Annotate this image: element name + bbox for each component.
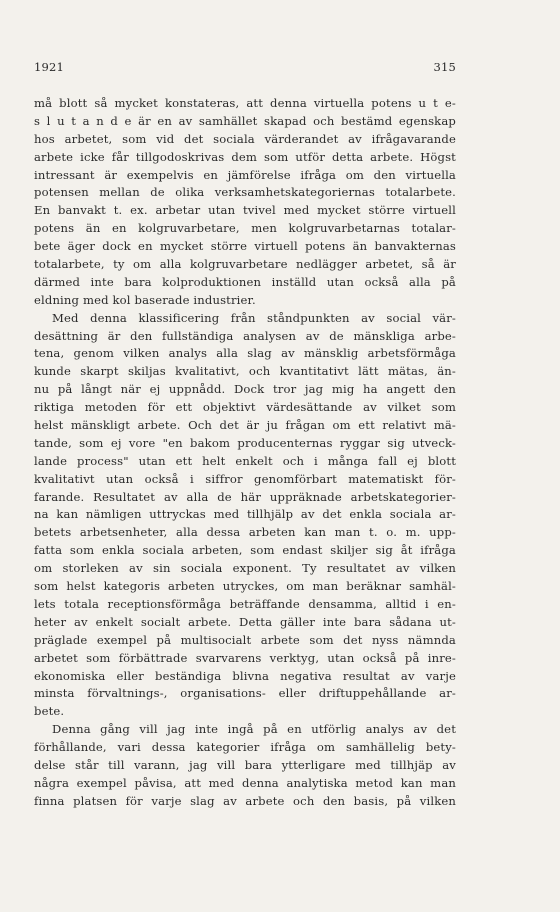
text-line: fatta som enkla sociala arbeten, som endast skiljer sig åt ifråga — [34, 543, 456, 558]
text-line: tande, som ej vore "en bakom producenternas ryggar sig utveck- — [34, 435, 456, 450]
text-line: må blott så mycket konstateras, att denna virtuella potens u t e- — [34, 96, 456, 110]
text-line: s l u t a n d e är en av samhället skapad och bestämd egenskap — [34, 113, 456, 128]
text-line: lande process" utan ett helt enkelt och i många fall ej blott — [34, 453, 456, 468]
running-header — [34, 60, 456, 80]
text-line: helst mänskligt arbete. Och det är ju frågan om ett relativt mä- — [34, 418, 456, 433]
text-line: därmed inte bara kolproduktionen inställd utan också alla på — [34, 274, 456, 289]
text-line: kunde skarpt skiljas kvalitativt, och kvantitativt lätt mätas, än- — [34, 364, 456, 379]
text-line: som helst kategoris arbeten utryckes, om man beräknar samhäl- — [34, 579, 456, 594]
text-line: potens än en kolgruvarbetare, men kolgruvarbetarnas totalar- — [34, 221, 456, 236]
text-line: na kan nämligen uttryckas med tillhjälp av det enkla sociala ar- — [34, 507, 456, 522]
text-line: präglade exempel på multisocialt arbete som det nyss nämnda — [34, 632, 456, 647]
text-line: kvalitativt utan också i siffror genomförbart matematiskt för- — [34, 471, 456, 486]
header-year: 1921 — [34, 60, 65, 74]
text-line: totalarbete, ty om alla kolgruvarbetare nedlägger arbetet, så är — [34, 257, 456, 272]
text-line: farande. Resultatet av alla de här uppräknade arbetskategorier- — [34, 489, 456, 504]
text-line: några exempel påvisa, att med denna analytiska metod kan man — [34, 775, 456, 790]
text-line: arbetet som förbättrade svarvarens verktyg, utan också på inre- — [34, 650, 456, 665]
text-line: Denna gång vill jag inte ingå på en utförlig analys av det — [52, 722, 456, 737]
text-line: minsta förvaltnings-, organisations- eller driftuppehållande ar- — [34, 686, 456, 701]
text-line: arbete icke får tillgodoskrivas dem som utför detta arbete. Högst — [34, 149, 456, 164]
text-line: hos arbetet, som vid det sociala värderandet av ifrågavarande — [34, 131, 456, 146]
text-line: Med denna klassificering från ståndpunkten av social vär- — [52, 310, 456, 325]
text-line: om storleken av sin sociala exponent. Ty resultatet av vilken — [34, 561, 456, 576]
text-line: En banvakt t. ex. arbetar utan tvivel med mycket större virtuell — [34, 203, 456, 218]
text-line: heter av enkelt socialt arbete. Detta gäller inte bara sådana ut- — [34, 614, 456, 629]
text-line: förhållande, vari dessa kategorier ifråga om samhällelig bety- — [34, 740, 456, 755]
text-line: delse står till varann, jag vill bara ytterligare med tillhjäp av — [34, 757, 456, 772]
text-line: bete äger dock en mycket större virtuell potens än banvakternas — [34, 239, 456, 254]
text-line: potensen mellan de olika verksamhetskategoriernas totalarbete. — [34, 185, 456, 200]
text-line: lets totala receptionsförmåga beträffande densamma, alltid i en- — [34, 596, 456, 611]
body-text — [34, 95, 456, 811]
text-line: finna platsen för varje slag av arbete och den basis, på vilken — [34, 793, 456, 808]
text-line: eldning med kol baserade industrier. — [34, 292, 256, 307]
text-line: betets arbetsenheter, alla dessa arbeten kan man t. o. m. upp- — [34, 525, 456, 540]
text-line: ekonomiska eller beständiga blivna negativa resultat av varje — [34, 668, 456, 683]
text-line: nu på långt när ej uppnådd. Dock tror jag mig ha angett den — [34, 382, 456, 397]
page-number: 315 — [433, 60, 456, 74]
text-line: riktiga metoden för ett objektivt värdesättande av vilket som — [34, 400, 456, 415]
text-line: desättning är den fullständiga analysen av de mänskliga arbe- — [34, 328, 456, 343]
text-line: tena, genom vilken analys alla slag av mänsklig arbetsförmåga — [34, 346, 456, 361]
text-line: bete. — [34, 704, 65, 719]
text-line: intressant är exempelvis en jämförelse ifråga om den virtuella — [34, 167, 456, 182]
